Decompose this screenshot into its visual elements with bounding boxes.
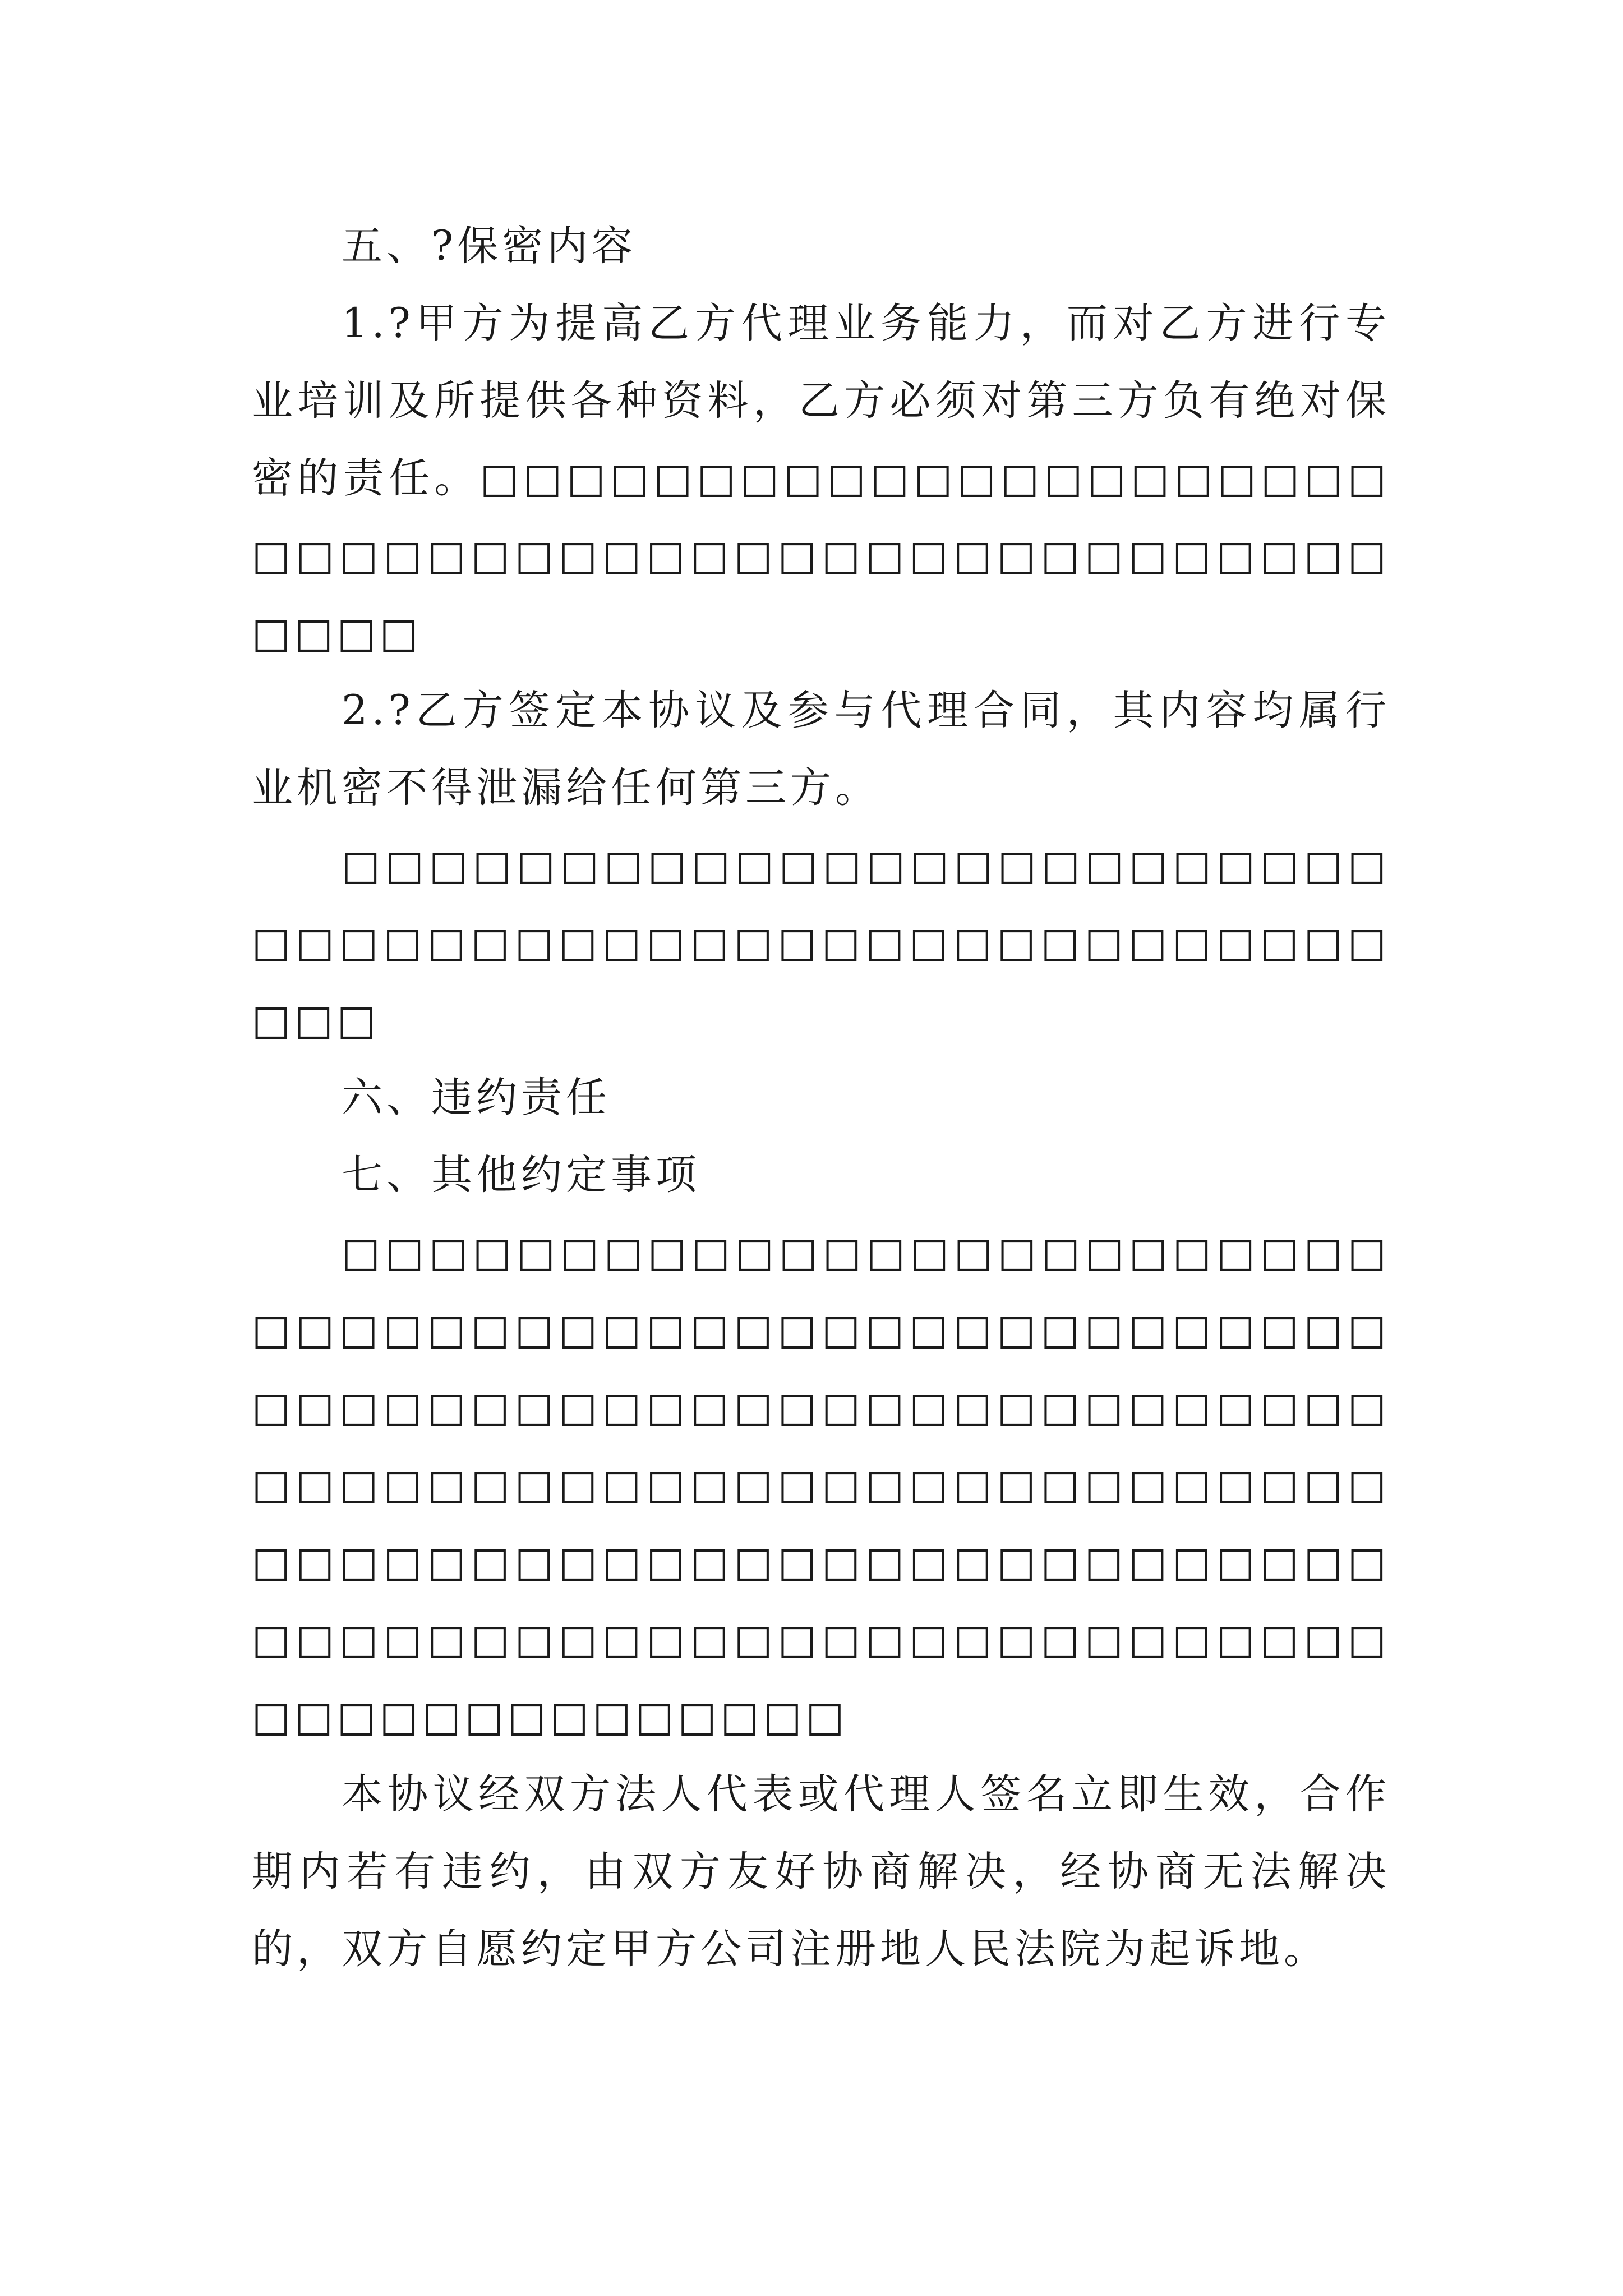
- document-body: [252, 208, 1390, 1988]
- section-heading-confidentiality: 五、?保密内容: [342, 222, 637, 270]
- effective-clause: 本协议经双方法人代表或代理人签名立即生效，合作期内若有违约，由双方友好协商解决，经协商无法解决的，双方自愿约定甲方公司注册地人民法院为起诉地。: [252, 1770, 1390, 1973]
- placeholder-paragraph: □□□□□□□□□□□□□□□□□□□□□□□□□□□□□□□□□□□□□□□□□□□□□□□□□□□□□□□□□□□□□□□□□□□□□□□□□□□□□□□□□□□□□□□□□□□□□□□□□□□□□□□□□□□□□□□□□□□□□□□□□□□□□□□□□□□□□□□□□□□□□□□□□□□□□□□□□□□□□□□□□□□□□□□□: [252, 1228, 1390, 1741]
- section-heading-other-terms: 七、其他约定事项: [342, 1151, 700, 1199]
- section-heading-liability: 六、违约责任: [342, 1074, 611, 1121]
- placeholder-paragraph: □□□□□□□□□□□□□□□□□□□□□□□□□□□□□□□□□□□□□□□□□□□□□□□□□□□□□: [252, 841, 1390, 1044]
- clause-1-confidentiality: 1.?甲方为提高乙方代理业务能力，而对乙方进行专业培训及所提供各种资料，乙方必须对第三方负有绝对保密的责任。□□□□□□□□□□□□□□□□□□□□□□□□□□□□□□□□□□□□□□□□□□□□□□□□□□□: [252, 300, 1390, 657]
- clause-2-confidentiality: 2.?乙方签定本协议及参与代理合同，其内容均属行业机密不得泄漏给任何第三方。: [252, 687, 1390, 812]
